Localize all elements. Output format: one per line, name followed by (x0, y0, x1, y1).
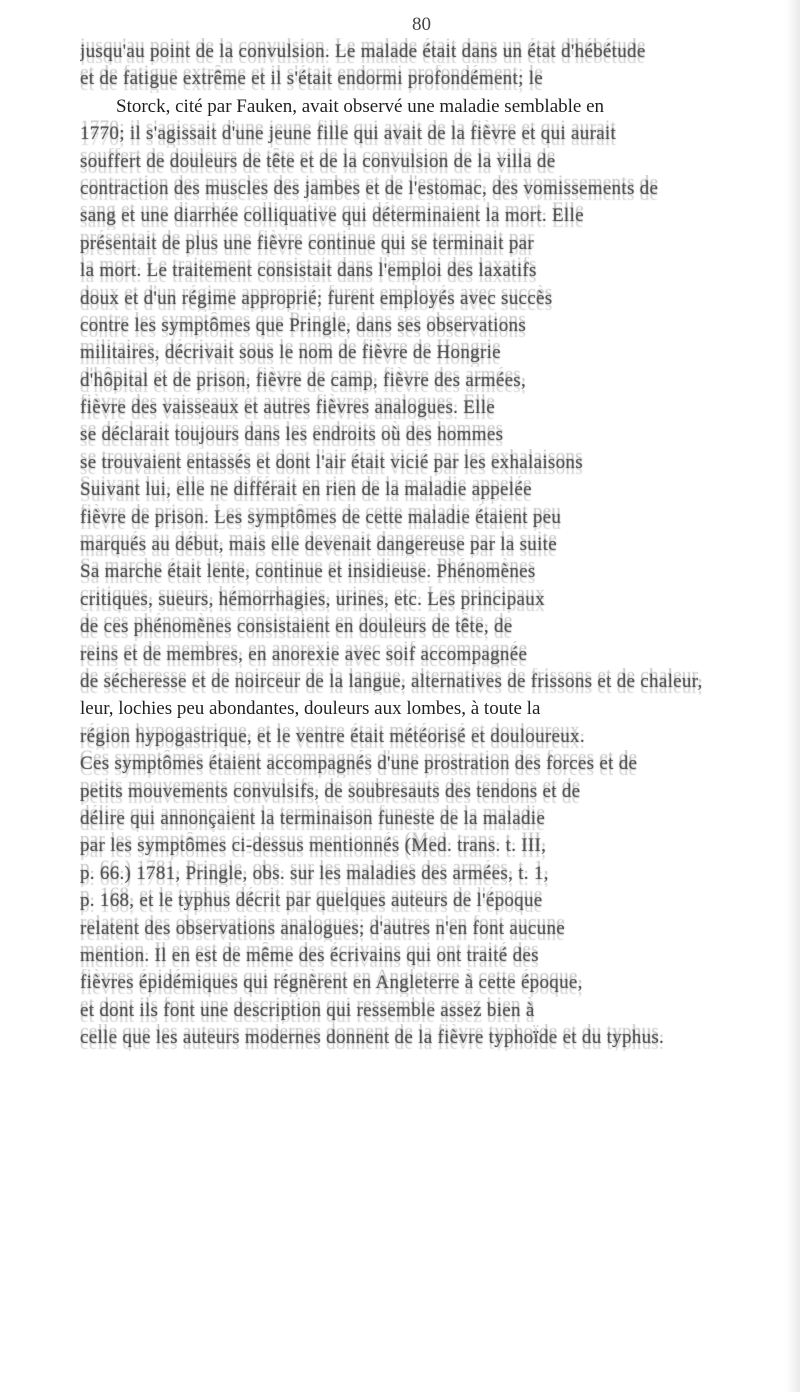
text-line: présentait de plus une fièvre continue qui se terminait par (80, 232, 535, 254)
text-line: Suivant lui, elle ne différait en rien de la maladie appelée (80, 479, 532, 501)
text-line: mention. Il en est de même des écrivains qui ont traité des (80, 944, 539, 966)
text-line: contre les symptômes que Pringle, dans ses observations (80, 314, 527, 336)
text-line: leur, lochies peu abondantes, douleurs aux lombes, à toute la (80, 698, 541, 720)
text-line: de sécheresse et de noirceur de la langue, alternatives de frissons et de chaleur, (80, 670, 703, 692)
text-line: la mort. Le traitement consistait dans l'emploi des laxatifs (80, 260, 537, 282)
text-line: fièvres épidémiques qui régnèrent en Angleterre à cette époque, (80, 972, 583, 994)
text-line: reins et de membres, en anorexie avec soif accompagnée (80, 643, 528, 665)
text-line: se déclarait toujours dans les endroits où des hommes (80, 424, 504, 446)
text-line: critiques, sueurs, hémorrhagies, urines, etc. Les principaux (80, 588, 545, 610)
text-line: région hypogastrique, et le ventre était météorisé et douloureux. (80, 725, 585, 747)
page-edge (786, 0, 800, 1392)
text-line: Sa marche était lente, continue et insidieuse. Phénomènes (80, 561, 536, 583)
text-line: petits mouvements convulsifs, de soubresauts des tendons et de (80, 780, 581, 802)
text-line: et dont ils font une description qui ressemble assez bien à (80, 999, 535, 1021)
text-line: Storck, cité par Fauken, avait observé une maladie semblable en (116, 95, 605, 117)
text-line: par les symptômes ci-dessus mentionnés (Med. trans. t. III, (80, 835, 547, 857)
text-line: se trouvaient entassés et dont l'air était vicié par les exhalaisons (80, 451, 583, 473)
text-line: d'hôpital et de prison, fièvre de camp, fièvre des armées, (80, 369, 527, 391)
text-line: souffert de douleurs de tête et de la convulsion de la villa de (80, 150, 556, 172)
text-line: Ces symptômes étaient accompagnés d'une prostration des forces et de (80, 753, 638, 775)
body-text (80, 38, 772, 1051)
text-line: relatent des observations analogues; d'autres n'en font aucune (80, 917, 565, 939)
text-line: sang et une diarrhée colliquative qui déterminaient la mort. Elle (80, 205, 584, 227)
text-line: de ces phénomènes consistaient en douleurs de tête, de (80, 616, 513, 638)
text-line: p. 66.) 1781, Pringle, obs. sur les maladies des armées, t. 1, (80, 862, 549, 884)
text-line: marqués au début, mais elle devenait dangereuse par la suite (80, 534, 557, 556)
text-line: et de fatigue extrême et il s'était endormi profondément; le (80, 68, 544, 90)
text-line: délire qui annonçaient la terminaison funeste de la maladie (80, 807, 546, 829)
text-line: militaires, décrivait sous le nom de fièvre de Hongrie (80, 342, 501, 364)
text-line: contraction des muscles des jambes et de l'estomac, des vomissements de (80, 177, 659, 199)
text-line: jusqu'au point de la convulsion. Le malade était dans un état d'hébétude (80, 41, 646, 62)
text-line: celle que les auteurs modernes donnent de la fièvre typhoïde et du typhus. (80, 1027, 665, 1049)
text-line: p. 168, et le typhus décrit par quelques auteurs de l'époque (80, 890, 543, 912)
page-number: 80 (412, 14, 431, 35)
text-line: fièvre des vaisseaux et autres fièvres analogues. Elle (80, 397, 496, 419)
text-line: 1770; il s'agissait d'une jeune fille qui avait de la fièvre et qui aurait (80, 123, 617, 145)
text-line: doux et d'un régime approprié; furent employés avec succès (80, 287, 553, 309)
text-line: fièvre de prison. Les symptômes de cette maladie étaient peu (80, 506, 562, 528)
